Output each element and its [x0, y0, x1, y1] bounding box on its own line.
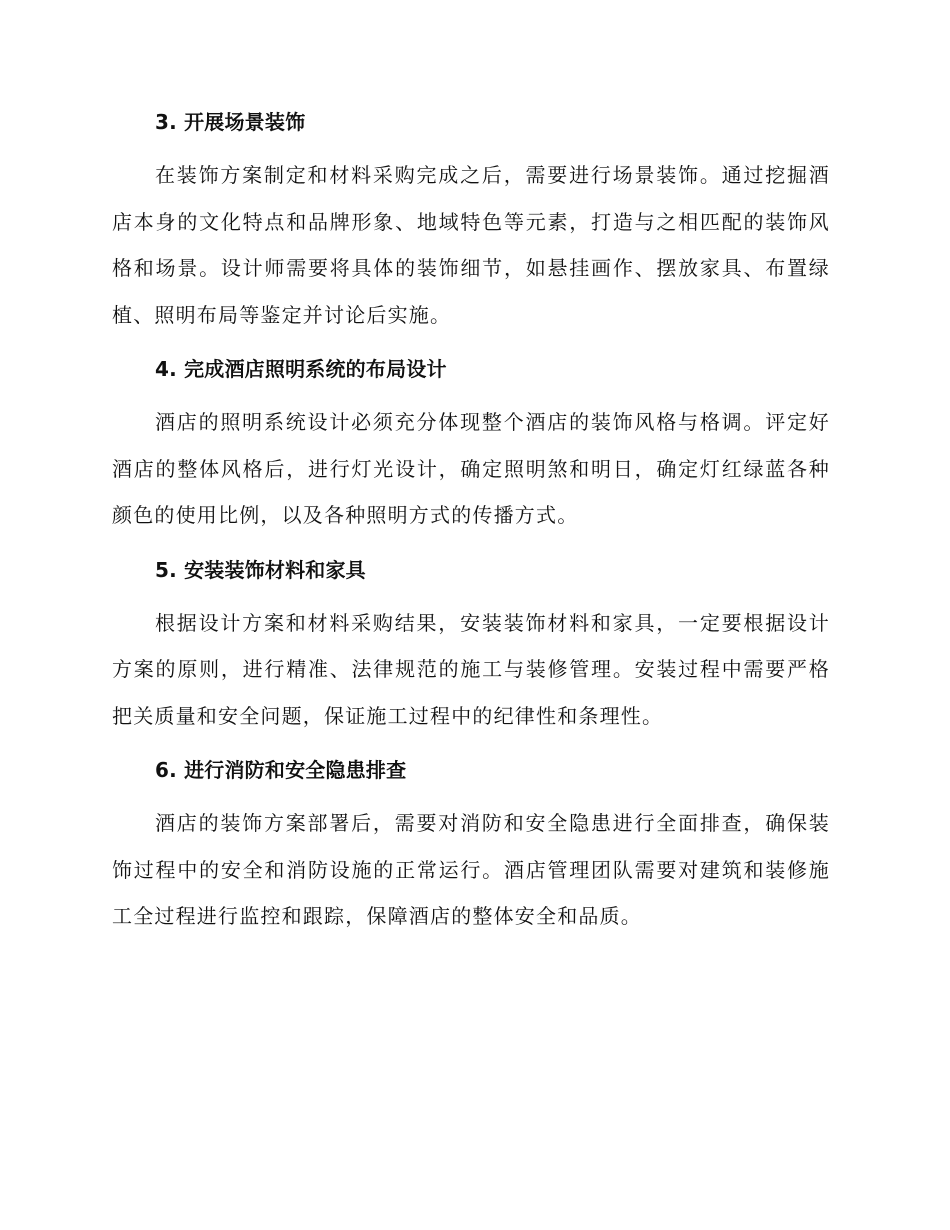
section-heading: 5. 安装装饰材料和家具: [155, 557, 366, 582]
section-4: [112, 355, 830, 539]
section-5: [112, 556, 830, 740]
section-paragraph: 在装饰方案制定和材料采购完成之后，需要进行场景装饰。通过挖掘酒店本身的文化特点和品牌形象、地域特色等元素，打造与之相匹配的装饰风格和场景。设计师需要将具体的装饰细节，如悬挂画作、摆放家具、布置绿植、照明布局等鉴定并讨论后实施。: [112, 163, 830, 327]
section-paragraph: 酒店的照明系统设计必须充分体现整个酒店的装饰风格与格调。评定好酒店的整体风格后，进行灯光设计，确定照明煞和明日，确定灯红绿蓝各种颜色的使用比例，以及各种照明方式的传播方式。: [112, 410, 830, 527]
section-heading: 4. 完成酒店照明系统的布局设计: [155, 357, 447, 381]
section-paragraph: 酒店的装饰方案部署后，需要对消防和安全隐患进行全面排查，确保装饰过程中的安全和消防设施的正常运行。酒店管理团队需要对建筑和装修施工全过程进行监控和跟踪，保障酒店的整体安全和品质。: [112, 811, 830, 928]
section-paragraph: 根据设计方案和材料采购结果，安装装饰材料和家具，一定要根据设计方案的原则，进行精准、法律规范的施工与装修管理。安装过程中需要严格把关质量和安全问题，保证施工过程中的纪律性和条理性。: [112, 610, 830, 728]
section-6: [112, 756, 830, 940]
section-heading: 6. 进行消防和安全隐患排查: [155, 758, 407, 782]
section-heading: 3. 开展场景装饰: [155, 110, 306, 134]
section-3: [112, 108, 830, 338]
